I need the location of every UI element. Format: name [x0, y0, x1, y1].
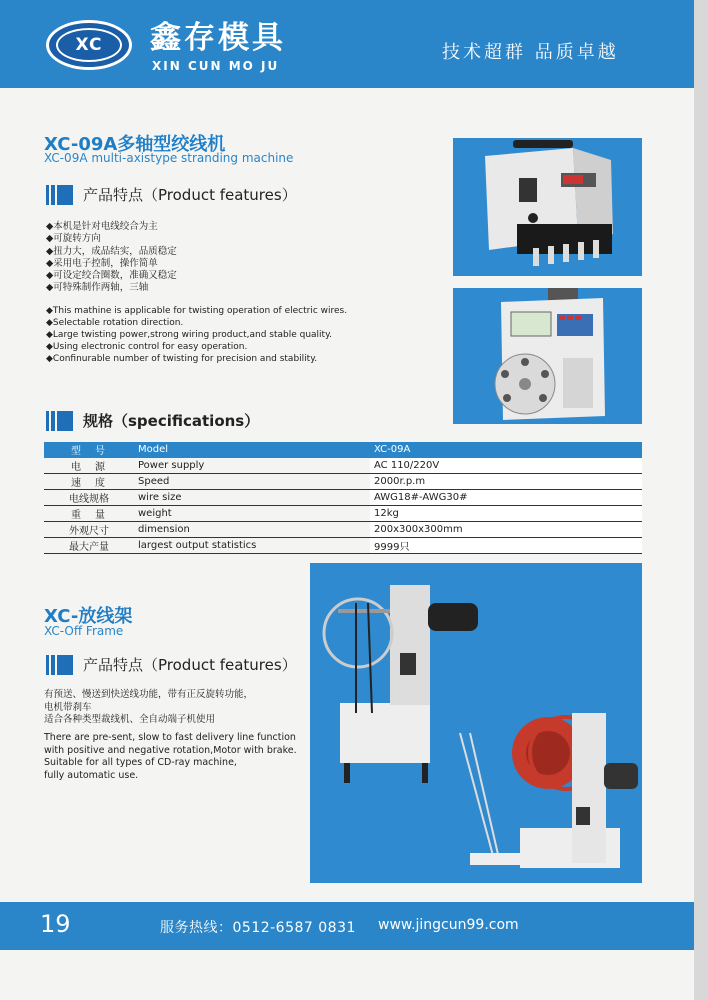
desc-en-line: with positive and negative rotation,Motor with brake.: [44, 744, 297, 756]
feature-cn-item: ◆本机是针对电线绞合为主: [46, 221, 158, 232]
section-bars-icon: [46, 185, 73, 205]
table-cell: weight: [134, 506, 370, 522]
product1-features-en: [46, 305, 347, 365]
desc-en-line: fully automatic use.: [44, 769, 139, 781]
stranding-machine-photo-2: [453, 288, 642, 424]
table-header-cell: 型 号: [44, 442, 134, 458]
table-row: [44, 474, 642, 490]
logo-text: XC: [56, 28, 122, 62]
product2-desc-en: [44, 732, 297, 782]
section-bars-icon: [46, 411, 73, 431]
features-heading-label: 产品特点（Product features）: [83, 656, 297, 674]
feature-en-item: ◆Selectable rotation direction.: [46, 318, 184, 328]
table-cell: AC 110/220V: [370, 458, 642, 474]
feature-cn-item: ◆可特殊制作两轴，三轴: [46, 282, 149, 294]
slogan: 技术超群 品质卓越: [442, 42, 619, 63]
table-cell: Power supply: [134, 458, 370, 474]
feature-cn-item: ◆可设定绞合圈数，准确又稳定: [46, 270, 177, 282]
spec-heading-label: 规格（specifications）: [83, 412, 260, 430]
table-cell: 2000r.p.m: [370, 474, 642, 490]
company-logo: [46, 20, 132, 70]
feature-en-item: ◆Confinurable number of twisting for precision and stability.: [46, 354, 318, 364]
table-header-cell: XC-09A: [370, 442, 642, 458]
table-row: [44, 522, 642, 538]
product1-features-cn: [46, 221, 177, 295]
product1-features-heading: [46, 184, 297, 205]
desc-cn-line: 适合各种类型裁线机、全自动端子机使用: [44, 714, 216, 725]
desc-en-line: Suitable for all types of CD-ray machine,: [44, 757, 237, 768]
table-cell: dimension: [134, 522, 370, 538]
table-cell: 外观尺寸: [44, 522, 134, 538]
table-row: [44, 538, 642, 554]
table-header-cell: Model: [134, 442, 370, 458]
page-edge: [694, 0, 708, 1000]
table-cell: largest output statistics: [134, 538, 370, 554]
section-bars-icon: [46, 655, 73, 675]
website-link[interactable]: www.jingcun99.com: [378, 917, 519, 933]
product2-features-heading: [46, 654, 297, 675]
stranding-machine-photo-1: [453, 138, 642, 276]
page-number: 19: [40, 910, 71, 938]
table-cell: 重 量: [44, 506, 134, 522]
table-row: [44, 506, 642, 522]
feature-en-item: ◆Using electronic control for easy operation.: [46, 342, 248, 352]
feature-en-item: ◆This mathine is applicable for twisting operation of electric wires.: [46, 306, 348, 316]
feature-cn-item: ◆扭力大，成品结实，品质稳定: [46, 245, 177, 257]
table-cell: 最大产量: [44, 538, 134, 554]
brand-name-cn: 鑫存模具: [150, 20, 286, 56]
desc-en-line: There are pre-sent, slow to fast delivery line function: [44, 732, 296, 743]
product2-desc-cn: [44, 689, 253, 727]
desc-cn-line: 电机带刹车: [44, 701, 92, 713]
feature-en-item: ◆Large twisting power,strong wiring product,and stable quality.: [46, 330, 332, 340]
table-cell: AWG18#-AWG30#: [370, 490, 642, 506]
service-hotline: 服务热线：0512-6587 0831: [160, 920, 356, 936]
table-cell: 电 源: [44, 458, 134, 474]
table-row: [44, 458, 642, 474]
feature-cn-item: ◆采用电子控制，操作简单: [46, 257, 158, 269]
table-row: [44, 490, 642, 506]
table-cell: 电线规格: [44, 490, 134, 506]
table-cell: 12kg: [370, 506, 642, 522]
desc-cn-line: 有预送、慢送到快送线功能，带有正反旋转功能，: [44, 689, 254, 700]
table-cell: 速 度: [44, 474, 134, 490]
table-cell: Speed: [134, 474, 370, 490]
product2-subtitle: XC-Off Frame: [44, 624, 124, 638]
product1-spec-heading: [46, 410, 259, 431]
spec-table: [44, 442, 642, 554]
product1-subtitle: XC-09A multi-axistype stranding machine: [44, 151, 294, 165]
product1-title: XC-09A多轴型绞线机: [44, 134, 226, 155]
table-cell: 9999只: [370, 538, 642, 554]
off-frame-photo: [310, 563, 642, 883]
table-cell: wire size: [134, 490, 370, 506]
feature-cn-item: ◆可旋转方向: [46, 233, 101, 245]
product2-title: XC-放线架: [44, 606, 133, 627]
table-cell: 200x300x300mm: [370, 522, 642, 538]
table-header-row: [44, 442, 642, 458]
features-heading-label: 产品特点（Product features）: [83, 186, 297, 204]
brand-name-en: XIN CUN MO JU: [152, 59, 280, 73]
